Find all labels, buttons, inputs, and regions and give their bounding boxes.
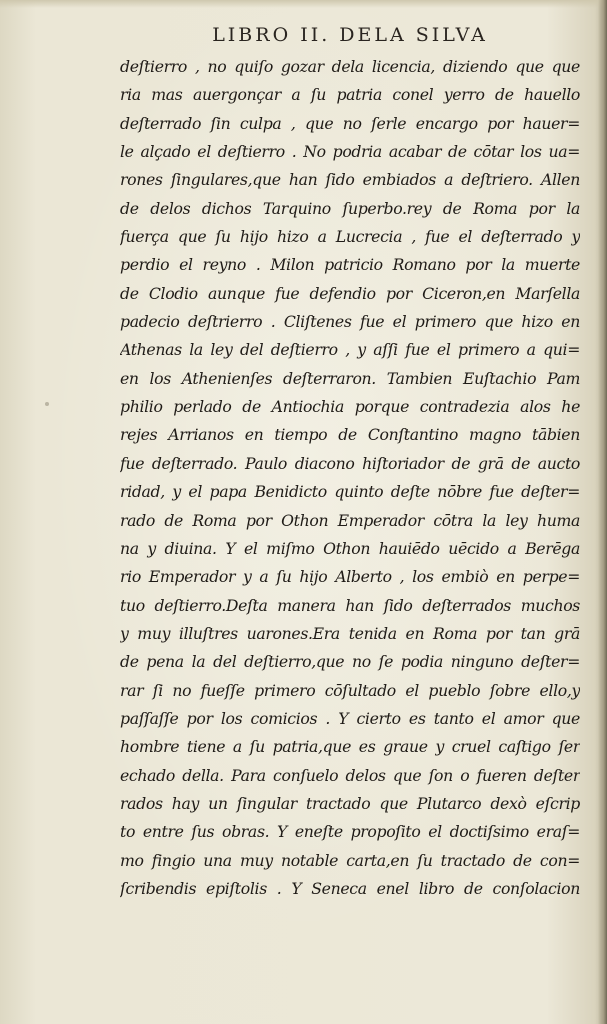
text-line: deſtierro , no quiſo gozar dela licencia, diziendo que que [120,57,580,76]
text-line: Athenas la ley del deſtierro , y aſſi fue el primero a qui= [120,340,580,360]
text-line: ridad, y el papa Benidicto quinto deſte nōbre fue deſter= [120,482,580,502]
text-line: paſſaſſe por los comicios . Y cierto es tanto el amor que [120,708,580,728]
text-line: y muy illuſtres uarones.Era tenida en Roma por tan grā [120,623,580,643]
text-line: deſterrado ſin culpa , que no ſerle encargo por hauer= [120,113,580,133]
text-block [120,53,580,903]
text-line: rados hay un ſingular tractado que Plutarco dexò eſcrip [120,793,580,813]
text-line: fuerça que ſu hijo hizo a Lucrecia , fue el deſterrado y [120,227,580,247]
text-line: philio perlado de Antiochia porque contradezia alos he [120,397,580,417]
text-line: de Clodio aunque fue defendio por Ciceron,en Marſella [120,283,580,303]
text-line: le alçado el deſtierro . No podria acabar de cōtar los ua= [120,142,580,162]
text-line: hombre tiene a ſu patria,que es graue y cruel caſtigo ſer [120,737,580,757]
text-line: ria mas auergonçar a ſu patria conel yerro de hauello [120,85,580,105]
text-line: padecio deſtrierro . Cliſtenes fue el primero que hizo en [120,312,580,332]
paper-speck [45,402,49,406]
text-line: mo fingio una muy notable carta,en ſu tractado de con= [120,850,580,870]
text-line: rio Emperador y a ſu hijo Alberto , los embiò en perpe= [120,567,580,587]
text-line: tuo deſtierro.Deſta manera han ſido deſterrados muchos [120,595,580,615]
text-line: rado de Roma por Othon Emperador cōtra la ley huma [120,510,580,530]
text-line: de pena la del deſtierro,que no ſe podia ninguno deſter= [120,652,580,672]
text-line: na y diuina. Y el miſmo Othon hauiēdo uēcido a Berēga [120,538,580,558]
text-line: perdio el reyno . Milon patricio Romano por la muerte [120,255,580,275]
text-line: de delos dichos Tarquino ſuperbo.rey de Roma por la [120,198,580,218]
text-line: to entre ſus obras. Y eneſte propoſito el doctiſsimo eraſ= [120,822,580,842]
text-line: ſcribendis epiſtolis . Y Seneca enel libro de conſolacion [120,878,580,898]
text-line: rar ſi no fueſſe primero cōſultado el pueblo ſobre ello,y [120,680,580,700]
page-top-edge [0,0,607,8]
text-line: rones ſingulares,que han ſido embiados a deſtriero. Allen [120,170,580,190]
text-line: en los Athenienſes deſterraron. Tambien Euſtachio Pam [120,368,580,388]
text-line: fue deſterrado. Paulo diacono hiſtoriador de grā de aucto [120,453,580,473]
text-line: echado della. Para conſuelo delos que ſon o fueren deſter [120,765,580,785]
text-line: rejes Arrianos en tiempo de Conſtantino magno tābien [120,425,580,445]
running-head: LIBRO II. DELA SILVA [212,24,488,46]
page-binding-edge [598,0,607,1024]
